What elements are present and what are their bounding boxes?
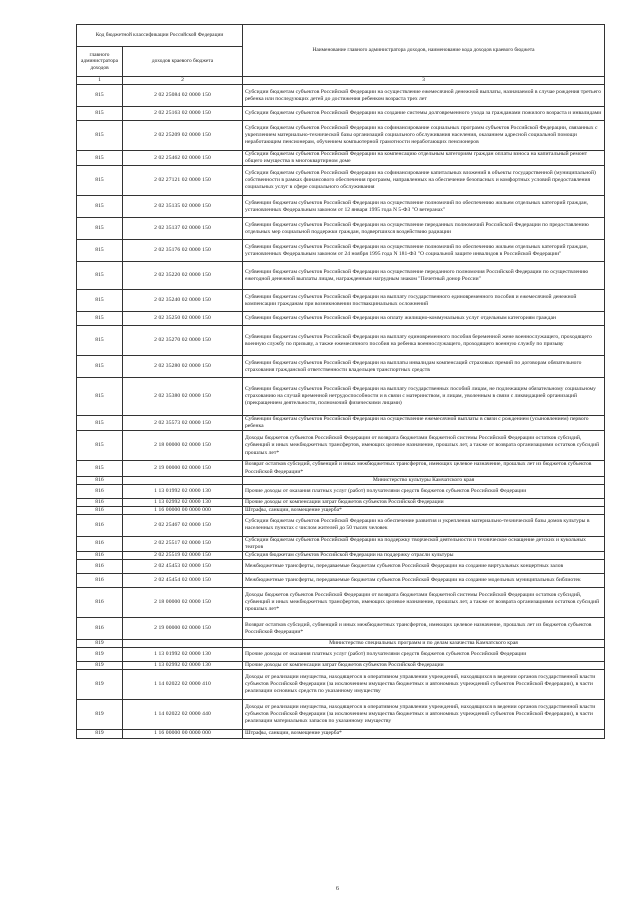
table-row [77, 416, 605, 431]
revenue-name-cell: Министерство культуры Камчатского края [243, 476, 605, 484]
revenue-name-cell: Субсидия бюджетам субъектов Российской Федерации на поддержку отрасли культуры [243, 552, 605, 560]
admin-code-cell: 815 [77, 218, 123, 240]
table-row [77, 312, 605, 326]
table-row [77, 378, 605, 416]
revenue-code-cell: 2 02 25519 02 0000 150 [123, 552, 243, 560]
revenue-name-cell: Субсидии бюджетам субъектов Российской Федерации на компенсацию отдельным категориям граждан оплаты взноса на капитальный ремонт общего имущества в многоквартирном доме [243, 151, 605, 166]
table-row [77, 506, 605, 514]
revenue-name-cell: Министерство специальных программ и по делам казачества Камчатского края [243, 640, 605, 648]
revenue-name-cell: Прочие доходы от оказания платных услуг (работ) получателями средств бюджетов субъектов Российской Федерации [243, 648, 605, 662]
revenue-table [76, 24, 605, 739]
revenue-code-cell: 2 02 35280 02 0000 150 [123, 356, 243, 378]
revenue-name-cell: Субвенции бюджетам субъектов Российской Федерации на осуществление полномочий по обеспечению жильем отдельных категорий граждан, установленных Федеральным законом от 12 января 1995 года N 5-ФЗ "О ветеранах" [243, 196, 605, 218]
revenue-code-cell: 1 14 02022 02 0000 440 [123, 700, 243, 730]
table-row [77, 574, 605, 588]
revenue-code-cell: 2 18 00000 02 0000 150 [123, 588, 243, 618]
table-row [77, 730, 605, 738]
table-row [77, 326, 605, 356]
column-index-1: 1 [77, 77, 123, 85]
revenue-code-cell: 2 02 35250 02 0000 150 [123, 312, 243, 326]
revenue-name-cell: Субсидии бюджетам субъектов Российской Федерации на осуществление ежемесячной денежной выплаты, назначаемой в случае рождения третьего ребенка или последующих детей до достижения ребенком возраста трех лет [243, 85, 605, 107]
table-row [77, 85, 605, 107]
table-row [77, 107, 605, 121]
admin-code-cell: 819 [77, 700, 123, 730]
revenue-code-cell: 2 02 25467 02 0000 150 [123, 514, 243, 536]
admin-code-cell: 815 [77, 312, 123, 326]
admin-code-cell: 816 [77, 560, 123, 574]
revenue-name-cell: Возврат остатков субсидий, субвенций и иных межбюджетных трансфертов, имеющих целевое назначение, прошлых лет из бюджетов субъектов Российской Федерации* [243, 461, 605, 476]
table-row [77, 662, 605, 670]
revenue-name-cell: Субвенции бюджетам субъектов Российской Федерации на осуществление переданного полномочия Российской Федерации по осуществлению ежегодной денежной выплаты лицам, награжденным нагрудным знаком "Почетный донор России" [243, 262, 605, 290]
revenue-code-cell: 1 16 00000 00 0000 000 [123, 730, 243, 738]
revenue-code-cell: 1 13 01992 02 0000 130 [123, 648, 243, 662]
revenue-name-cell: Субвенции бюджетам субъектов Российской Федерации на осуществление полномочий по обеспечению жильем отдельных категорий граждан, установленных Федеральным законом от 24 ноября 1995 года N 181-ФЗ "О социальной защите инвалидов в Российской Федерации" [243, 240, 605, 262]
table-row [77, 196, 605, 218]
revenue-code-cell: 1 16 00000 00 0000 000 [123, 506, 243, 514]
name-column-header: Наименование главного администратора доходов, наименование кода доходов краевого бюджета [243, 25, 605, 77]
admin-code-cell: 815 [77, 431, 123, 461]
table-row [77, 166, 605, 196]
revenue-name-cell: Доходы бюджетов субъектов Российской Федерации от возврата бюджетами бюджетной системы Российской Федерации остатков субсидий, субвенций и иных межбюджетных трансфертов, имеющих целевое назначение, прошлых лет, а также от возврата организациями остатков субсидий прошлых лет* [243, 431, 605, 461]
table-row [77, 560, 605, 574]
section-row [77, 476, 605, 484]
revenue-name-cell: Доходы от реализации имущества, находящегося в оперативном управлении учреждений, находящихся в ведении органов государственной власти субъектов Российской Федерации (за исключением имущества бюджетных и автономных учреждений субъектов Российской Федерации), в части реализации материальных запасов по указанному имуществу [243, 700, 605, 730]
admin-code-cell: 815 [77, 461, 123, 476]
admin-code-cell: 819 [77, 670, 123, 700]
admin-code-cell: 815 [77, 166, 123, 196]
revenue-name-cell: Штрафы, санкции, возмещение ущерба* [243, 730, 605, 738]
revenue-code-cell: 2 02 45454 02 0000 150 [123, 574, 243, 588]
revenue-name-cell: Субвенции бюджетам субъектов Российской Федерации на оплату жилищно-коммунальных услуг отдельным категориям граждан [243, 312, 605, 326]
table-row [77, 290, 605, 312]
admin-code-cell: 815 [77, 196, 123, 218]
section-row [77, 640, 605, 648]
revenue-code-cell: 1 14 02022 02 0000 410 [123, 670, 243, 700]
revenue-name-cell: Прочие доходы от компенсации затрат бюджетов субъектов Российской Федерации [243, 662, 605, 670]
revenue-code-cell [123, 640, 243, 648]
admin-code-cell: 815 [77, 416, 123, 431]
document-sheet [76, 24, 604, 739]
revenue-name-cell: Прочие доходы от оказания платных услуг (работ) получателями средств бюджетов субъектов Российской Федерации [243, 484, 605, 498]
admin-code-cell: 816 [77, 552, 123, 560]
revenue-name-cell: Доходы от реализации имущества, находящегося в оперативном управлении учреждений, находящихся в ведении органов государственной власти субъектов Российской Федерации (за исключением имущества бюджетных и автономных учреждений субъектов Российской Федерации), в части реализации основных средств по указанному имуществу [243, 670, 605, 700]
revenue-code-cell: 2 02 27121 02 0000 150 [123, 166, 243, 196]
table-row [77, 618, 605, 640]
table-row [77, 218, 605, 240]
admin-code-cell: 816 [77, 514, 123, 536]
revenue-name-cell: Доходы бюджетов субъектов Российской Федерации от возврата бюджетами бюджетной системы Российской Федерации остатков субсидий, субвенций и иных межбюджетных трансфертов, имеющих целевое назначение, прошлых лет, а также от возврата организациями остатков субсидий прошлых лет* [243, 588, 605, 618]
table-row [77, 514, 605, 536]
admin-code-cell: 816 [77, 506, 123, 514]
revenue-code-cell: 2 19 00000 02 0000 150 [123, 618, 243, 640]
revenue-name-cell: Субсидии бюджетам субъектов Российской Федерации на обеспечение развития и укрепления материально-технической базы домов культуры в населенных пунктах с числом жителей до 50 тысяч человек [243, 514, 605, 536]
revenue-name-cell: Межбюджетные трансферты, передаваемые бюджетам субъектов Российской Федерации на создание модельных муниципальных библиотек [243, 574, 605, 588]
revenue-name-cell: Субсидии бюджетам субъектов Российской Федерации на софинансирование капитальных вложений в объекты государственной (муниципальной) собственности в рамках финансового обеспечения программ, направленных на обеспечение безопасных и комфортных условий предоставления социальных услуг в сфере социального обслуживания [243, 166, 605, 196]
table-row [77, 648, 605, 662]
revenue-name-cell: Субвенции бюджетам субъектов Российской Федерации на выплату единовременного пособия беременной жене военнослужащего, проходящего военную службу по призыву, а также ежемесячного пособия на ребенка военнослужащего, проходящего военную службу по призыву [243, 326, 605, 356]
admin-code-cell: 815 [77, 290, 123, 312]
admin-code-cell: 816 [77, 618, 123, 640]
admin-code-cell: 815 [77, 151, 123, 166]
revenue-code-cell: 2 19 00000 02 0000 150 [123, 461, 243, 476]
admin-code-cell: 815 [77, 326, 123, 356]
admin-code-cell: 815 [77, 378, 123, 416]
revenue-name-cell: Субсидии бюджетам субъектов Российской Федерации на софинансирование социальных программ субъектов Российской Федерации, связанных с укреплением материально-технической базы организаций социального обслуживания населения, оказанием адресной социальной помощи неработающим пенсионерам, обучением компьютерной грамотности неработающих пенсионеров [243, 121, 605, 151]
revenue-name-cell: Межбюджетные трансферты, передаваемые бюджетам субъектов Российской Федерации на создание виртуальных концертных залов [243, 560, 605, 574]
revenue-name-cell: Штрафы, санкции, возмещение ущерба* [243, 506, 605, 514]
admin-code-cell: 816 [77, 484, 123, 498]
admin-code-cell: 815 [77, 107, 123, 121]
table-row [77, 498, 605, 506]
table-row [77, 262, 605, 290]
admin-code-cell: 815 [77, 262, 123, 290]
revenue-code-cell: 2 02 25084 02 0000 150 [123, 85, 243, 107]
table-row [77, 588, 605, 618]
revenue-code-cell: 2 02 35573 02 0000 150 [123, 416, 243, 431]
admin-code-cell: 816 [77, 476, 123, 484]
revenue-code-cell: 1 13 02992 02 0000 130 [123, 662, 243, 670]
budget-class-header: Код бюджетной классификации Российской Федерации [77, 25, 243, 47]
revenue-code-cell: 2 02 35176 02 0000 150 [123, 240, 243, 262]
admin-code-cell: 815 [77, 240, 123, 262]
admin-code-cell: 819 [77, 648, 123, 662]
revenue-column-header: доходов краевого бюджета [123, 47, 243, 77]
table-row [77, 121, 605, 151]
revenue-name-cell: Прочие доходы от компенсации затрат бюджетов субъектов Российской Федерации [243, 498, 605, 506]
revenue-name-cell: Субвенции бюджетам субъектов Российской Федерации на осуществление переданных полномочий Российской Федерации по предоставлению отдельных мер социальной поддержки граждан, подвергшихся воздействию радиации [243, 218, 605, 240]
admin-code-cell: 819 [77, 640, 123, 648]
revenue-name-cell: Возврат остатков субсидий, субвенций и иных межбюджетных трансфертов, имеющих целевое назначение, прошлых лет из бюджетов субъектов Российской Федерации* [243, 618, 605, 640]
table-row [77, 552, 605, 560]
page-number: 6 [336, 886, 339, 892]
admin-code-cell: 816 [77, 588, 123, 618]
table-header [77, 25, 605, 85]
table-row [77, 670, 605, 700]
revenue-code-cell: 2 02 25462 02 0000 150 [123, 151, 243, 166]
table-body [77, 85, 605, 738]
table-row [77, 356, 605, 378]
column-index-2: 2 [123, 77, 243, 85]
revenue-code-cell: 2 02 45453 02 0000 150 [123, 560, 243, 574]
table-row [77, 240, 605, 262]
admin-code-cell: 816 [77, 536, 123, 551]
admin-code-cell: 819 [77, 662, 123, 670]
revenue-name-cell: Субсидии бюджетам субъектов Российской Федерации на поддержку творческой деятельности и техническое оснащение детских и кукольных театров [243, 536, 605, 551]
admin-code-cell: 815 [77, 356, 123, 378]
revenue-code-cell: 2 02 25517 02 0000 150 [123, 536, 243, 551]
revenue-code-cell: 1 13 01992 02 0000 130 [123, 484, 243, 498]
admin-code-cell: 816 [77, 574, 123, 588]
table-row [77, 431, 605, 461]
revenue-code-cell: 2 02 35135 02 0000 150 [123, 196, 243, 218]
revenue-code-cell: 2 02 35220 02 0000 150 [123, 262, 243, 290]
column-index-3: 3 [243, 77, 605, 85]
revenue-code-cell: 2 02 35270 02 0000 150 [123, 326, 243, 356]
revenue-name-cell: Субвенции бюджетам субъектов Российской Федерации на выплату государственного единовременного пособия и ежемесячной денежной компенсации гражданам при возникновении поствакцинальных осложнений [243, 290, 605, 312]
admin-code-cell: 819 [77, 730, 123, 738]
admin-code-cell: 815 [77, 121, 123, 151]
revenue-name-cell: Субвенции бюджетам субъектов Российской Федерации на выплату государственных пособий лицам, не подлежащим обязательному социальному страхованию на случай временной нетрудоспособности и в связи с материнством, и лицам, уволенным в связи с ликвидацией организаций (прекращением деятельности, полномочий физическими лицами) [243, 378, 605, 416]
revenue-code-cell: 2 02 35380 02 0000 150 [123, 378, 243, 416]
table-row [77, 484, 605, 498]
revenue-code-cell: 2 02 35240 02 0000 150 [123, 290, 243, 312]
revenue-name-cell: Субвенции бюджетам субъектов Российской Федерации на осуществление ежемесячной выплаты в связи с рождением (усыновлением) первого ребенка [243, 416, 605, 431]
revenue-code-cell: 2 02 25209 02 0000 150 [123, 121, 243, 151]
table-row [77, 461, 605, 476]
revenue-code-cell: 2 02 35137 02 0000 150 [123, 218, 243, 240]
revenue-code-cell: 2 18 00000 02 0000 150 [123, 431, 243, 461]
revenue-code-cell: 1 13 02992 02 0000 130 [123, 498, 243, 506]
table-row [77, 536, 605, 551]
revenue-code-cell: 2 02 25163 02 0000 150 [123, 107, 243, 121]
admin-code-cell: 816 [77, 498, 123, 506]
table-row [77, 700, 605, 730]
table-row [77, 151, 605, 166]
revenue-name-cell: Субвенции бюджетам субъектов Российской Федерации на выплаты инвалидам компенсаций страховых премий по договорам обязательного страхования гражданской ответственности владельцев транспортных средств [243, 356, 605, 378]
revenue-code-cell [123, 476, 243, 484]
admin-code-cell: 815 [77, 85, 123, 107]
revenue-name-cell: Субсидии бюджетам субъектов Российской Федерации на создание системы долговременного ухода за гражданами пожилого возраста и инвалидами [243, 107, 605, 121]
admin-column-header: главного администратора доходов [77, 47, 123, 77]
